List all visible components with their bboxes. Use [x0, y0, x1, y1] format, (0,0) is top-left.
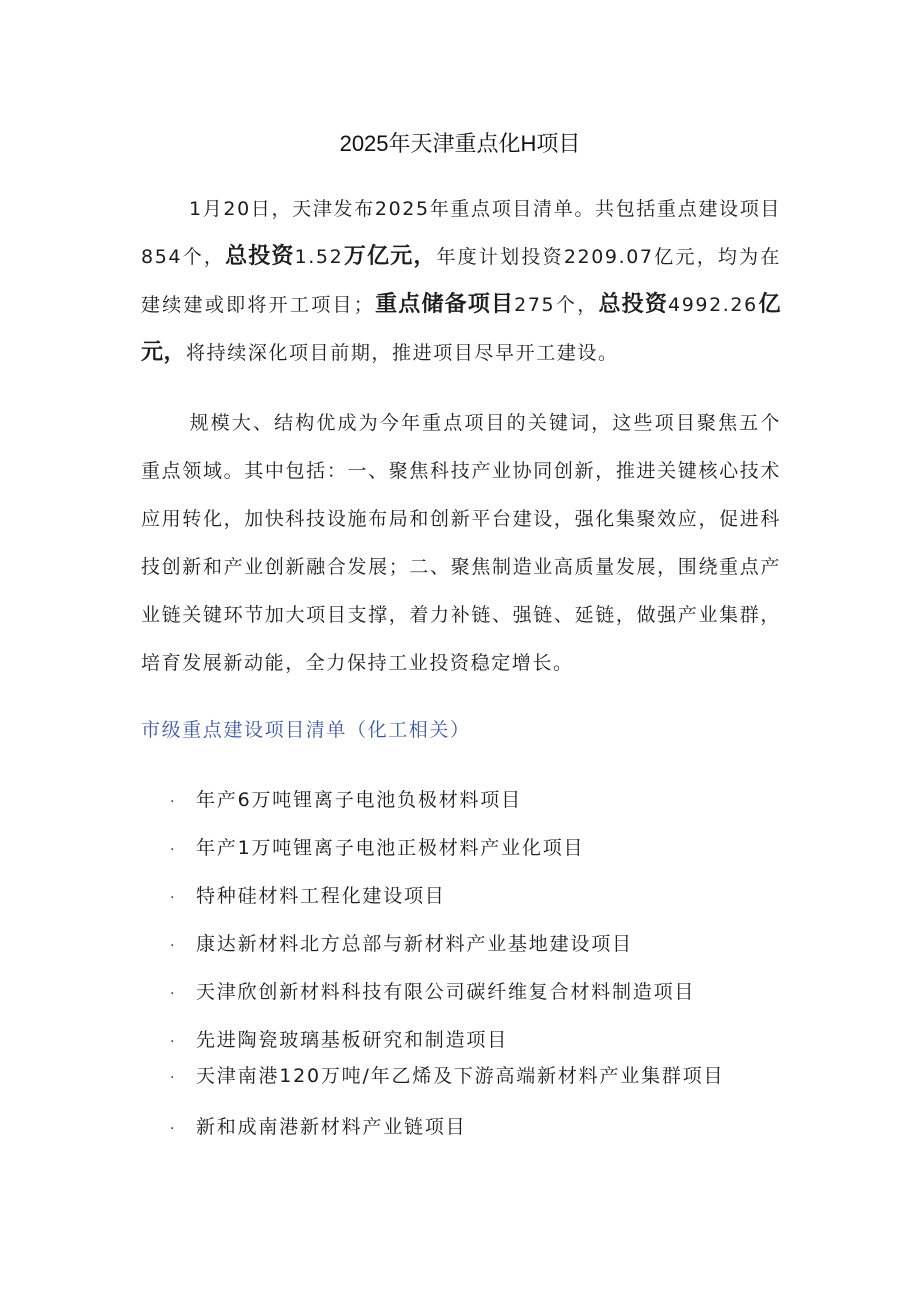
list-item-text: 特种硅材料工程化建设项目 [196, 885, 446, 907]
bullet-icon: · [170, 890, 177, 906]
list-item-text: 天津南港120万吨/年乙烯及下游高端新材料产业集群项目 [196, 1065, 725, 1087]
list-item-text: 年产6万吨锂离子电池负极材料项目 [196, 789, 522, 811]
list-item [170, 833, 584, 863]
focus-areas-text: 规模大、结构优成为今年重点项目的关键词，这些项目聚焦五个重点领域。其中包括：一、聚焦科技产业协同创新，推进关键核心技术应用转化，加快科技设施布局和创新平台建设，强化集聚效应，促进科技创新和产业创新融合发展；二、聚焦制造业高质量发展，围绕重点产业链关键环节加大项目支撑，着力补链、强链、延链，做强产业集群，培育发展新动能，全力保持工业投资稳定增长。 [141, 412, 781, 674]
list-item [170, 881, 446, 911]
intro-text-3: 年度计划投资2209.07亿元，均为在建续建或即将开工项目； [141, 246, 781, 316]
list-item [170, 1025, 508, 1055]
bullet-icon: · [170, 794, 177, 810]
intro-text-2: 1.52 [294, 246, 344, 268]
focus-areas-paragraph [141, 399, 781, 687]
intro-text-6: 将持续深化项目前期，推进项目尽早开工建设。 [186, 342, 619, 364]
intro-paragraph [141, 186, 781, 377]
bullet-icon: · [170, 842, 177, 858]
intro-emphasis-2: 万亿元， [343, 244, 437, 269]
bullet-icon: · [170, 1070, 177, 1086]
list-item [170, 1061, 724, 1091]
bullet-icon: · [170, 1121, 177, 1137]
bullet-icon: · [170, 938, 177, 954]
list-item-text: 先进陶瓷玻璃基板研究和制造项目 [196, 1029, 509, 1051]
intro-emphasis-3: 重点储备项目 [374, 292, 515, 317]
list-item-text: 新和成南港新材料产业链项目 [196, 1116, 467, 1138]
list-item [170, 1112, 466, 1142]
list-item-text: 康达新材料北方总部与新材料产业基地建设项目 [196, 933, 633, 955]
list-item [170, 785, 522, 815]
list-item-text: 年产1万吨锂离子电池正极材料产业化项目 [196, 837, 585, 859]
document-title: 2025年天津重点化H项目 [339, 131, 581, 156]
list-item [170, 929, 633, 959]
bullet-icon: · [170, 1034, 177, 1050]
intro-text-5: 4992.26 [668, 294, 758, 316]
intro-emphasis-4: 总投资 [598, 292, 669, 317]
intro-text-1: 1月20日，天津发布2025年重点项目清单。共包括重点建设项目854个， [141, 198, 781, 268]
intro-emphasis-5: 亿元， [141, 292, 781, 365]
list-item-text: 天津欣创新材料科技有限公司碳纤维复合材料制造项目 [196, 981, 696, 1003]
list-item [170, 977, 695, 1007]
intro-text-4: 275个， [514, 294, 599, 316]
section-heading: 市级重点建设项目清单（化工相关） [141, 719, 471, 741]
bullet-icon: · [170, 986, 177, 1002]
intro-emphasis-1: 总投资 [225, 244, 295, 269]
